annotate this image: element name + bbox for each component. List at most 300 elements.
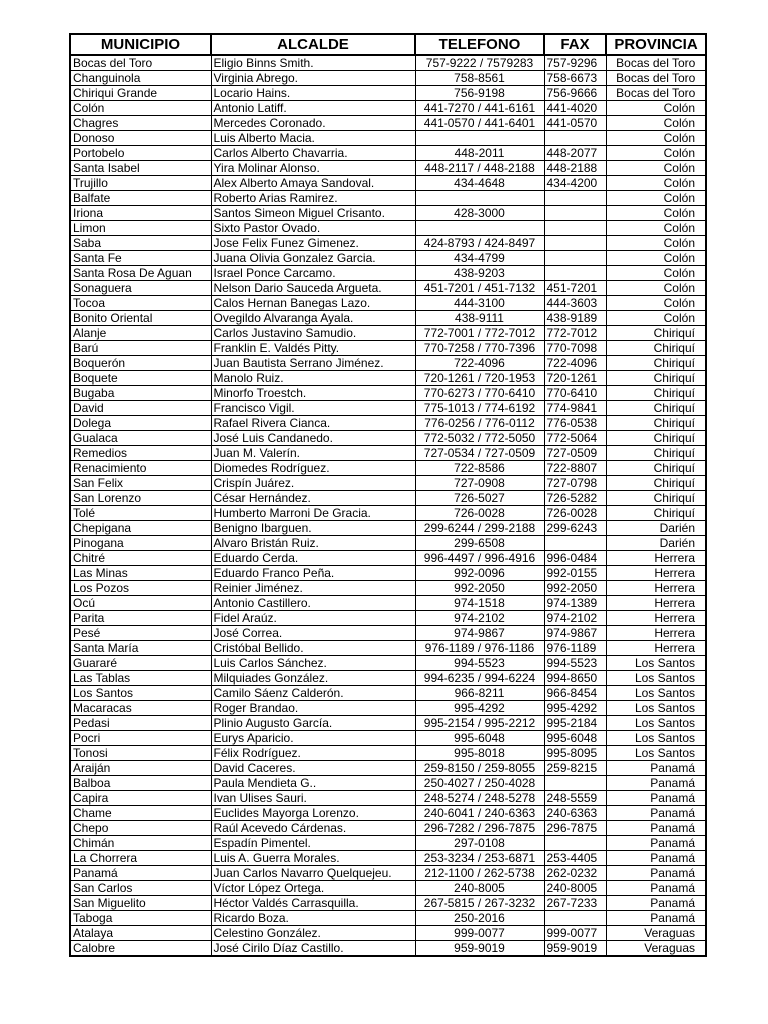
cell-alcalde: Ricardo Boza.: [211, 911, 415, 926]
cell-provincia: Los Santos: [606, 746, 706, 761]
cell-provincia: Colón: [606, 146, 706, 161]
cell-fax: 995-2184: [544, 716, 606, 731]
cell-alcalde: Virginia Abrego.: [211, 71, 415, 86]
cell-telefono: 434-4799: [415, 251, 544, 266]
cell-provincia: Veraguas: [606, 926, 706, 941]
cell-fax: 248-5559: [544, 791, 606, 806]
cell-provincia: Bocas del Toro: [606, 86, 706, 101]
table-row: [70, 86, 706, 101]
table-row: [70, 71, 706, 86]
cell-telefono: 995-8018: [415, 746, 544, 761]
cell-municipio: Balfate: [70, 191, 211, 206]
cell-provincia: Panamá: [606, 881, 706, 896]
cell-alcalde: Eurys Aparicio.: [211, 731, 415, 746]
cell-municipio: Santa María: [70, 641, 211, 656]
cell-telefono: 772-5032 / 772-5050: [415, 431, 544, 446]
cell-alcalde: Euclides Mayorga Lorenzo.: [211, 806, 415, 821]
cell-fax: 995-6048: [544, 731, 606, 746]
cell-telefono: 726-5027: [415, 491, 544, 506]
cell-fax: 770-7098: [544, 341, 606, 356]
cell-telefono: 441-0570 / 441-6401: [415, 116, 544, 131]
cell-alcalde: Humberto Marroni De Gracia.: [211, 506, 415, 521]
cell-provincia: Chiriquí: [606, 386, 706, 401]
cell-telefono: 974-2102: [415, 611, 544, 626]
cell-telefono: 996-4497 / 996-4916: [415, 551, 544, 566]
cell-provincia: Los Santos: [606, 716, 706, 731]
cell-provincia: Chiriquí: [606, 446, 706, 461]
table-row: [70, 131, 706, 146]
cell-telefono: 720-1261 / 720-1953: [415, 371, 544, 386]
cell-telefono: 994-5523: [415, 656, 544, 671]
cell-municipio: Portobelo: [70, 146, 211, 161]
cell-municipio: San Carlos: [70, 881, 211, 896]
cell-alcalde: Diomedes Rodríguez.: [211, 461, 415, 476]
cell-municipio: San Felix: [70, 476, 211, 491]
table-row: [70, 881, 706, 896]
cell-provincia: Panamá: [606, 911, 706, 926]
cell-provincia: Colón: [606, 296, 706, 311]
table-row: [70, 146, 706, 161]
cell-provincia: Los Santos: [606, 731, 706, 746]
cell-fax: 262-0232: [544, 866, 606, 881]
table-row: [70, 671, 706, 686]
cell-fax: 966-8454: [544, 686, 606, 701]
cell-alcalde: Alex Alberto Amaya Sandoval.: [211, 176, 415, 191]
cell-alcalde: Plinio Augusto García.: [211, 716, 415, 731]
cell-alcalde: Nelson Dario Sauceda Argueta.: [211, 281, 415, 296]
cell-municipio: Gualaca: [70, 431, 211, 446]
table-row: [70, 791, 706, 806]
cell-alcalde: José Luis Candanedo.: [211, 431, 415, 446]
cell-alcalde: Antonio Latiff.: [211, 101, 415, 116]
table-row: [70, 716, 706, 731]
cell-fax: 720-1261: [544, 371, 606, 386]
table-row: [70, 251, 706, 266]
cell-fax: 448-2188: [544, 161, 606, 176]
cell-telefono: [415, 131, 544, 146]
table-row: [70, 161, 706, 176]
cell-alcalde: Eduardo Franco Peña.: [211, 566, 415, 581]
cell-fax: 441-0570: [544, 116, 606, 131]
cell-alcalde: Crispín Juárez.: [211, 476, 415, 491]
header-alcalde: ALCALDE: [211, 34, 415, 55]
cell-alcalde: Espadín Pimentel.: [211, 836, 415, 851]
cell-municipio: Los Santos: [70, 686, 211, 701]
cell-telefono: 995-2154 / 995-2212: [415, 716, 544, 731]
cell-telefono: 240-8005: [415, 881, 544, 896]
cell-fax: 994-8650: [544, 671, 606, 686]
cell-municipio: David: [70, 401, 211, 416]
cell-telefono: 999-0077: [415, 926, 544, 941]
cell-fax: [544, 251, 606, 266]
cell-alcalde: Israel Ponce Carcamo.: [211, 266, 415, 281]
table-row: [70, 416, 706, 431]
cell-provincia: Los Santos: [606, 701, 706, 716]
table-row: [70, 461, 706, 476]
cell-alcalde: Calos Hernan Banegas Lazo.: [211, 296, 415, 311]
cell-provincia: Colón: [606, 311, 706, 326]
cell-telefono: 992-0096: [415, 566, 544, 581]
cell-fax: 999-0077: [544, 926, 606, 941]
cell-provincia: Chiriquí: [606, 491, 706, 506]
cell-telefono: 428-3000: [415, 206, 544, 221]
cell-telefono: 297-0108: [415, 836, 544, 851]
cell-telefono: [415, 221, 544, 236]
cell-telefono: 770-7258 / 770-7396: [415, 341, 544, 356]
cell-fax: 995-8095: [544, 746, 606, 761]
cell-telefono: 758-8561: [415, 71, 544, 86]
cell-telefono: 776-0256 / 776-0112: [415, 416, 544, 431]
cell-telefono: 775-1013 / 774-6192: [415, 401, 544, 416]
cell-municipio: Boquerón: [70, 356, 211, 371]
cell-provincia: Panamá: [606, 866, 706, 881]
cell-municipio: Chitré: [70, 551, 211, 566]
cell-municipio: Barú: [70, 341, 211, 356]
cell-municipio: Alanje: [70, 326, 211, 341]
cell-telefono: 438-9203: [415, 266, 544, 281]
cell-fax: 299-6243: [544, 521, 606, 536]
cell-municipio: Pedasi: [70, 716, 211, 731]
header-municipio: MUNICIPIO: [70, 34, 211, 55]
table-row: [70, 536, 706, 551]
cell-provincia: Chiriquí: [606, 356, 706, 371]
cell-provincia: Veraguas: [606, 941, 706, 957]
cell-municipio: Pinogana: [70, 536, 211, 551]
cell-provincia: Colón: [606, 191, 706, 206]
cell-provincia: Chiriquí: [606, 401, 706, 416]
table-row: [70, 401, 706, 416]
table-row: [70, 566, 706, 581]
cell-telefono: 722-4096: [415, 356, 544, 371]
cell-provincia: Panamá: [606, 761, 706, 776]
table-row: [70, 821, 706, 836]
cell-fax: 253-4405: [544, 851, 606, 866]
cell-municipio: Guararé: [70, 656, 211, 671]
cell-municipio: Bonito Oriental: [70, 311, 211, 326]
cell-telefono: 438-9111: [415, 311, 544, 326]
cell-alcalde: Roberto Arias Ramirez.: [211, 191, 415, 206]
table-row: [70, 746, 706, 761]
cell-provincia: Darién: [606, 536, 706, 551]
cell-alcalde: Locario Hains.: [211, 86, 415, 101]
cell-provincia: Chiriquí: [606, 371, 706, 386]
table-row: [70, 896, 706, 911]
cell-telefono: 772-7001 / 772-7012: [415, 326, 544, 341]
cell-municipio: San Lorenzo: [70, 491, 211, 506]
table-row: [70, 116, 706, 131]
cell-municipio: Santa Fe: [70, 251, 211, 266]
cell-fax: 974-1389: [544, 596, 606, 611]
cell-provincia: Colón: [606, 236, 706, 251]
cell-fax: 776-0538: [544, 416, 606, 431]
cell-municipio: Macaracas: [70, 701, 211, 716]
cell-provincia: Panamá: [606, 851, 706, 866]
cell-telefono: 448-2117 / 448-2188: [415, 161, 544, 176]
cell-telefono: 974-9867: [415, 626, 544, 641]
cell-alcalde: Víctor López Ortega.: [211, 881, 415, 896]
cell-municipio: Pesé: [70, 626, 211, 641]
cell-provincia: Herrera: [606, 611, 706, 626]
cell-alcalde: Luis Alberto Macia.: [211, 131, 415, 146]
cell-telefono: 451-7201 / 451-7132: [415, 281, 544, 296]
cell-municipio: Santa Rosa De Aguan: [70, 266, 211, 281]
cell-provincia: Panamá: [606, 821, 706, 836]
cell-provincia: Colón: [606, 131, 706, 146]
table-row: [70, 911, 706, 926]
table-row: [70, 221, 706, 236]
cell-fax: 994-5523: [544, 656, 606, 671]
cell-municipio: Calobre: [70, 941, 211, 957]
cell-fax: 296-7875: [544, 821, 606, 836]
cell-alcalde: César Hernández.: [211, 491, 415, 506]
cell-municipio: Santa Isabel: [70, 161, 211, 176]
cell-alcalde: Sixto Pastor Ovado.: [211, 221, 415, 236]
cell-provincia: Herrera: [606, 626, 706, 641]
cell-alcalde: David Caceres.: [211, 761, 415, 776]
cell-fax: 959-9019: [544, 941, 606, 957]
cell-provincia: Herrera: [606, 641, 706, 656]
cell-alcalde: Alvaro Bristán Ruiz.: [211, 536, 415, 551]
cell-provincia: Colón: [606, 116, 706, 131]
table-row: [70, 551, 706, 566]
cell-fax: [544, 236, 606, 251]
cell-alcalde: Félix Rodríguez.: [211, 746, 415, 761]
cell-alcalde: Jose Felix Funez Gimenez.: [211, 236, 415, 251]
cell-fax: 438-9189: [544, 311, 606, 326]
table-row: [70, 611, 706, 626]
cell-fax: [544, 836, 606, 851]
table-row: [70, 491, 706, 506]
cell-alcalde: Santos Simeon Miguel Crisanto.: [211, 206, 415, 221]
cell-municipio: Boquete: [70, 371, 211, 386]
cell-telefono: 756-9198: [415, 86, 544, 101]
table-row: [70, 641, 706, 656]
cell-fax: 774-9841: [544, 401, 606, 416]
table-row: [70, 596, 706, 611]
cell-municipio: Dolega: [70, 416, 211, 431]
cell-provincia: Colón: [606, 161, 706, 176]
cell-alcalde: Roger Brandao.: [211, 701, 415, 716]
cell-fax: 240-8005: [544, 881, 606, 896]
cell-telefono: 994-6235 / 994-6224: [415, 671, 544, 686]
cell-provincia: Colón: [606, 266, 706, 281]
table-row: [70, 806, 706, 821]
cell-fax: 976-1189: [544, 641, 606, 656]
table-row: [70, 281, 706, 296]
table-row: [70, 941, 706, 957]
cell-telefono: 770-6273 / 770-6410: [415, 386, 544, 401]
cell-telefono: 250-2016: [415, 911, 544, 926]
table-row: [70, 55, 706, 71]
table-row: [70, 476, 706, 491]
cell-telefono: 966-8211: [415, 686, 544, 701]
table-row: [70, 731, 706, 746]
cell-municipio: Tonosi: [70, 746, 211, 761]
cell-municipio: Atalaya: [70, 926, 211, 941]
cell-municipio: San Miguelito: [70, 896, 211, 911]
cell-fax: 996-0484: [544, 551, 606, 566]
cell-telefono: 250-4027 / 250-4028: [415, 776, 544, 791]
cell-fax: 727-0798: [544, 476, 606, 491]
cell-alcalde: José Correa.: [211, 626, 415, 641]
cell-alcalde: Ovegildo Alvaranga Ayala.: [211, 311, 415, 326]
cell-alcalde: Carlos Justavino Samudio.: [211, 326, 415, 341]
cell-provincia: Bocas del Toro: [606, 55, 706, 71]
cell-fax: 722-4096: [544, 356, 606, 371]
cell-municipio: Panamá: [70, 866, 211, 881]
table-body: [70, 55, 706, 956]
municipalities-table: [69, 33, 707, 957]
cell-alcalde: Juan Carlos Navarro Quelquejeu.: [211, 866, 415, 881]
cell-fax: 772-7012: [544, 326, 606, 341]
cell-telefono: 240-6041 / 240-6363: [415, 806, 544, 821]
cell-municipio: Las Tablas: [70, 671, 211, 686]
cell-fax: 727-0509: [544, 446, 606, 461]
cell-municipio: Capira: [70, 791, 211, 806]
cell-alcalde: Luis Carlos Sánchez.: [211, 656, 415, 671]
cell-municipio: Los Pozos: [70, 581, 211, 596]
cell-provincia: Chiriquí: [606, 431, 706, 446]
cell-municipio: Tocoa: [70, 296, 211, 311]
cell-alcalde: Antonio Castillero.: [211, 596, 415, 611]
cell-telefono: 259-8150 / 259-8055: [415, 761, 544, 776]
cell-fax: 995-4292: [544, 701, 606, 716]
cell-fax: 444-3603: [544, 296, 606, 311]
cell-fax: 770-6410: [544, 386, 606, 401]
cell-municipio: Saba: [70, 236, 211, 251]
cell-alcalde: Héctor Valdés Carrasquilla.: [211, 896, 415, 911]
cell-telefono: 995-4292: [415, 701, 544, 716]
cell-fax: 992-0155: [544, 566, 606, 581]
cell-fax: 267-7233: [544, 896, 606, 911]
cell-provincia: Los Santos: [606, 656, 706, 671]
cell-fax: [544, 911, 606, 926]
cell-alcalde: Ivan Ulises Sauri.: [211, 791, 415, 806]
cell-telefono: 727-0908: [415, 476, 544, 491]
cell-alcalde: Franklin E. Valdés Pitty.: [211, 341, 415, 356]
cell-alcalde: Cristóbal Bellido.: [211, 641, 415, 656]
cell-fax: [544, 266, 606, 281]
cell-provincia: Bocas del Toro: [606, 71, 706, 86]
cell-telefono: 434-4648: [415, 176, 544, 191]
cell-alcalde: Yira Molinar Alonso.: [211, 161, 415, 176]
cell-municipio: Balboa: [70, 776, 211, 791]
cell-telefono: 424-8793 / 424-8497: [415, 236, 544, 251]
cell-provincia: Chiriquí: [606, 476, 706, 491]
cell-municipio: Araiján: [70, 761, 211, 776]
cell-provincia: Panamá: [606, 806, 706, 821]
table-row: [70, 206, 706, 221]
cell-municipio: Limon: [70, 221, 211, 236]
table-row: [70, 326, 706, 341]
cell-provincia: Colón: [606, 101, 706, 116]
header-telefono: TELEFONO: [415, 34, 544, 55]
cell-fax: 758-6673: [544, 71, 606, 86]
cell-alcalde: Eligio Binns Smith.: [211, 55, 415, 71]
cell-fax: [544, 206, 606, 221]
cell-alcalde: Eduardo Cerda.: [211, 551, 415, 566]
cell-provincia: Herrera: [606, 551, 706, 566]
table-row: [70, 761, 706, 776]
cell-alcalde: Celestino González.: [211, 926, 415, 941]
cell-alcalde: Fidel Araúz.: [211, 611, 415, 626]
cell-alcalde: Milquiades González.: [211, 671, 415, 686]
table-row: [70, 851, 706, 866]
cell-fax: 240-6363: [544, 806, 606, 821]
table-row: [70, 431, 706, 446]
table-row: [70, 386, 706, 401]
cell-fax: [544, 536, 606, 551]
cell-alcalde: Raúl Acevedo Cárdenas.: [211, 821, 415, 836]
cell-alcalde: Francisco Vigil.: [211, 401, 415, 416]
cell-fax: 259-8215: [544, 761, 606, 776]
cell-alcalde: Benigno Ibarguen.: [211, 521, 415, 536]
cell-alcalde: Reinier Jiménez.: [211, 581, 415, 596]
table-row: [70, 446, 706, 461]
cell-telefono: 441-7270 / 441-6161: [415, 101, 544, 116]
cell-alcalde: Luis A. Guerra Morales.: [211, 851, 415, 866]
cell-provincia: Chiriquí: [606, 416, 706, 431]
cell-telefono: 959-9019: [415, 941, 544, 957]
table-row: [70, 656, 706, 671]
cell-fax: [544, 221, 606, 236]
cell-fax: 757-9296: [544, 55, 606, 71]
cell-telefono: 722-8586: [415, 461, 544, 476]
cell-fax: 726-0028: [544, 506, 606, 521]
cell-municipio: Pocri: [70, 731, 211, 746]
cell-municipio: Bocas del Toro: [70, 55, 211, 71]
cell-fax: 974-9867: [544, 626, 606, 641]
cell-municipio: Remedios: [70, 446, 211, 461]
cell-municipio: Donoso: [70, 131, 211, 146]
cell-alcalde: Juana Olivia Gonzalez Garcia.: [211, 251, 415, 266]
cell-provincia: Chiriquí: [606, 461, 706, 476]
cell-provincia: Darién: [606, 521, 706, 536]
cell-provincia: Panamá: [606, 836, 706, 851]
cell-fax: 448-2077: [544, 146, 606, 161]
cell-municipio: Ocú: [70, 596, 211, 611]
cell-municipio: Las Minas: [70, 566, 211, 581]
cell-telefono: 726-0028: [415, 506, 544, 521]
cell-alcalde: Juan Bautista Serrano Jiménez.: [211, 356, 415, 371]
cell-fax: 974-2102: [544, 611, 606, 626]
table-row: [70, 866, 706, 881]
cell-municipio: Chame: [70, 806, 211, 821]
cell-alcalde: Camilo Sáenz Calderón.: [211, 686, 415, 701]
cell-provincia: Herrera: [606, 581, 706, 596]
cell-telefono: 267-5815 / 267-3232: [415, 896, 544, 911]
cell-municipio: Chimán: [70, 836, 211, 851]
cell-alcalde: Rafael Rivera Cianca.: [211, 416, 415, 431]
table-row: [70, 296, 706, 311]
cell-fax: 451-7201: [544, 281, 606, 296]
cell-fax: [544, 191, 606, 206]
cell-municipio: Tolé: [70, 506, 211, 521]
cell-telefono: 727-0534 / 727-0509: [415, 446, 544, 461]
table-row: [70, 176, 706, 191]
table-row: [70, 236, 706, 251]
cell-municipio: Colón: [70, 101, 211, 116]
cell-telefono: 757-9222 / 7579283: [415, 55, 544, 71]
table-row: [70, 191, 706, 206]
cell-provincia: Colón: [606, 281, 706, 296]
cell-provincia: Herrera: [606, 566, 706, 581]
cell-municipio: Chiriqui Grande: [70, 86, 211, 101]
cell-fax: 726-5282: [544, 491, 606, 506]
cell-alcalde: Mercedes Coronado.: [211, 116, 415, 131]
cell-municipio: Bugaba: [70, 386, 211, 401]
cell-telefono: 992-2050: [415, 581, 544, 596]
